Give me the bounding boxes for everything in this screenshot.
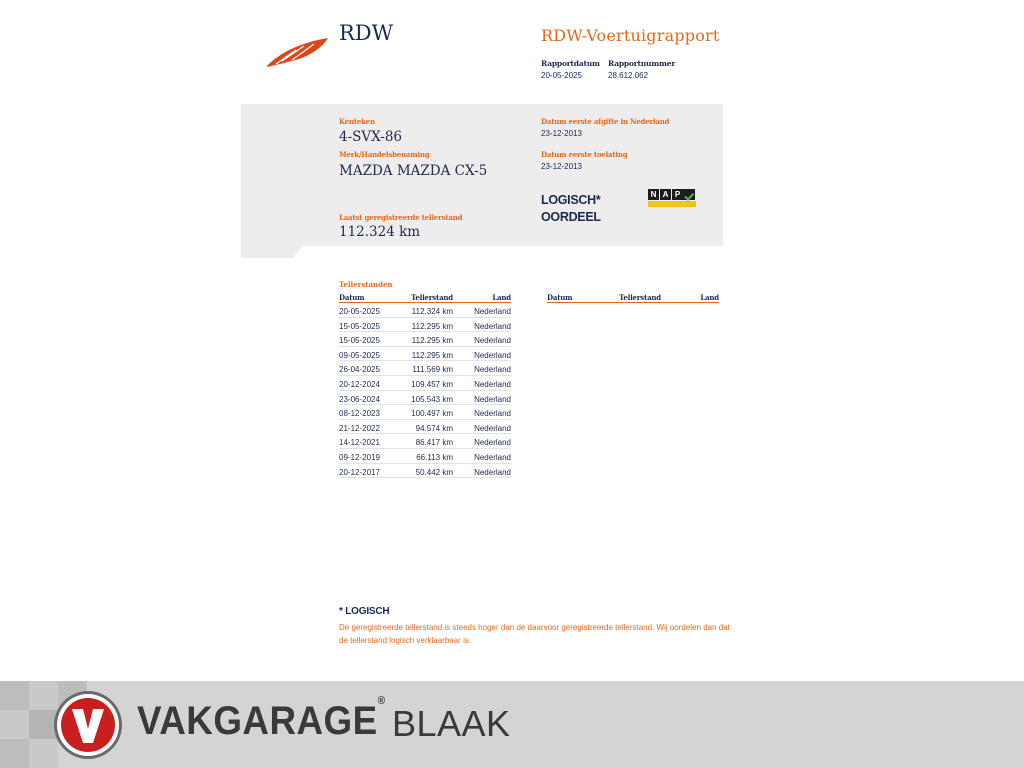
report-number-block	[608, 59, 675, 80]
footer-brand-text: VAKGARAGE	[137, 699, 378, 743]
row-country: Nederland	[474, 467, 511, 477]
table-row	[339, 303, 511, 318]
footnote-text: De geregistreerde tellerstand is steeds hoger dan de daarvoor geregistreerde tellerstand. Wij oordelen dan dat de tellerstand logisch verklaarbaar is.	[339, 623, 730, 645]
row-date: 09-05-2025	[339, 350, 380, 360]
header-odometer: Tellerstand	[619, 293, 661, 302]
report-date-value: 20-05-2025	[541, 71, 582, 80]
row-date: 21-12-2022	[339, 423, 380, 433]
table-header	[339, 292, 511, 303]
header-country: Land	[700, 293, 719, 302]
row-date: 23-06-2024	[339, 394, 380, 404]
row-date: 15-05-2025	[339, 336, 380, 346]
nap-letter-p: P	[672, 189, 683, 200]
row-country: Nederland	[474, 321, 511, 331]
last-odometer-value: 112.324 km	[339, 224, 421, 240]
row-date: 15-05-2025	[339, 321, 380, 331]
table-row	[339, 347, 511, 362]
row-date: 26-04-2025	[339, 365, 380, 375]
nap-letter-a: A	[660, 189, 671, 200]
odometer-table-right	[547, 292, 719, 303]
first-registration-nl-label: Datum eerste afgifte in Nederland	[541, 117, 670, 126]
row-odometer: 66.113 km	[416, 452, 453, 462]
row-odometer: 94.574 km	[415, 423, 453, 433]
report-title: RDW-Voertuigrapport	[541, 26, 720, 45]
registered-mark: ®	[377, 694, 386, 707]
verdict-line2: OORDEEL	[541, 210, 601, 224]
table-header	[547, 292, 719, 303]
footnote-title: * LOGISCH	[339, 606, 390, 617]
odometer-section-title: Tellerstanden	[339, 280, 393, 289]
vehicle-summary-panel	[241, 104, 723, 258]
report-number-label: Rapportnummer	[608, 59, 676, 68]
table-row	[339, 391, 511, 406]
first-admission-label: Datum eerste toelating	[541, 150, 628, 159]
rdw-feather-logo-icon	[264, 34, 330, 70]
row-country: Nederland	[474, 379, 511, 389]
vakgarage-logo-icon	[52, 689, 124, 761]
row-odometer: 109.457 km	[411, 379, 453, 389]
brand-title: RDW	[339, 21, 394, 45]
nap-letter-n: N	[648, 189, 659, 200]
first-admission-value: 23-12-2013	[541, 162, 582, 171]
header-odometer: Tellerstand	[411, 293, 453, 302]
row-country: Nederland	[474, 350, 511, 360]
row-odometer: 112.295 km	[411, 321, 453, 331]
row-country: Nederland	[474, 409, 511, 419]
header-date: Datum	[339, 293, 365, 302]
checker-tile	[0, 710, 29, 739]
table-row	[339, 318, 511, 333]
row-odometer: 86.417 km	[415, 438, 453, 448]
checkmark-icon	[683, 189, 695, 200]
row-date: 09-12-2019	[339, 452, 380, 462]
row-country: Nederland	[474, 307, 511, 316]
footer-location: BLAAK	[392, 703, 511, 744]
row-date: 20-12-2017	[339, 467, 380, 477]
nap-yellow-bar	[648, 201, 696, 207]
checker-tile	[0, 681, 29, 710]
table-row	[339, 376, 511, 391]
header-country: Land	[492, 293, 511, 302]
odometer-table-left	[339, 292, 511, 478]
row-odometer: 50.442 km	[415, 467, 453, 477]
row-country: Nederland	[474, 336, 511, 346]
table-row	[339, 449, 511, 464]
report-date-block	[541, 59, 600, 80]
table-row	[339, 405, 511, 420]
row-odometer: 112.295 km	[411, 336, 453, 346]
table-row	[339, 332, 511, 347]
row-date: 20-05-2025	[339, 307, 380, 316]
first-registration-nl-value: 23-12-2013	[541, 129, 582, 138]
table-row	[339, 420, 511, 435]
make-label: Merk/Handelsbenaming	[339, 150, 430, 159]
plate-label: Kenteken	[339, 117, 375, 126]
row-odometer: 111.569 km	[412, 365, 453, 375]
nap-badge-icon	[648, 189, 696, 209]
row-country: Nederland	[474, 423, 511, 433]
row-odometer: 100.497 km	[411, 409, 453, 419]
row-date: 08-12-2023	[339, 409, 380, 419]
checker-tile	[0, 739, 29, 768]
row-country: Nederland	[474, 452, 511, 462]
verdict-line1: LOGISCH*	[541, 193, 601, 207]
row-date: 20-12-2024	[339, 379, 380, 389]
row-country: Nederland	[474, 394, 511, 404]
table-row	[339, 464, 511, 479]
plate-value: 4-SVX-86	[339, 129, 403, 145]
table-row	[339, 361, 511, 376]
row-odometer: 105.543 km	[411, 394, 453, 404]
row-odometer: 112.324 km	[411, 307, 453, 316]
footer-brand	[137, 694, 386, 744]
footer-banner	[0, 681, 1024, 768]
table-row	[339, 434, 511, 449]
make-value: MAZDA MAZDA CX-5	[339, 163, 488, 179]
last-odometer-label: Laatst geregistreerde tellerstand	[339, 213, 463, 222]
row-date: 14-12-2021	[339, 438, 380, 448]
row-country: Nederland	[474, 365, 511, 375]
verdict	[541, 192, 601, 226]
report-number-value: 28.612.062	[608, 71, 649, 80]
header-date: Datum	[547, 293, 573, 302]
row-odometer: 112.295 km	[411, 350, 453, 360]
row-country: Nederland	[474, 438, 511, 448]
report-date-label: Rapportdatum	[541, 59, 600, 68]
